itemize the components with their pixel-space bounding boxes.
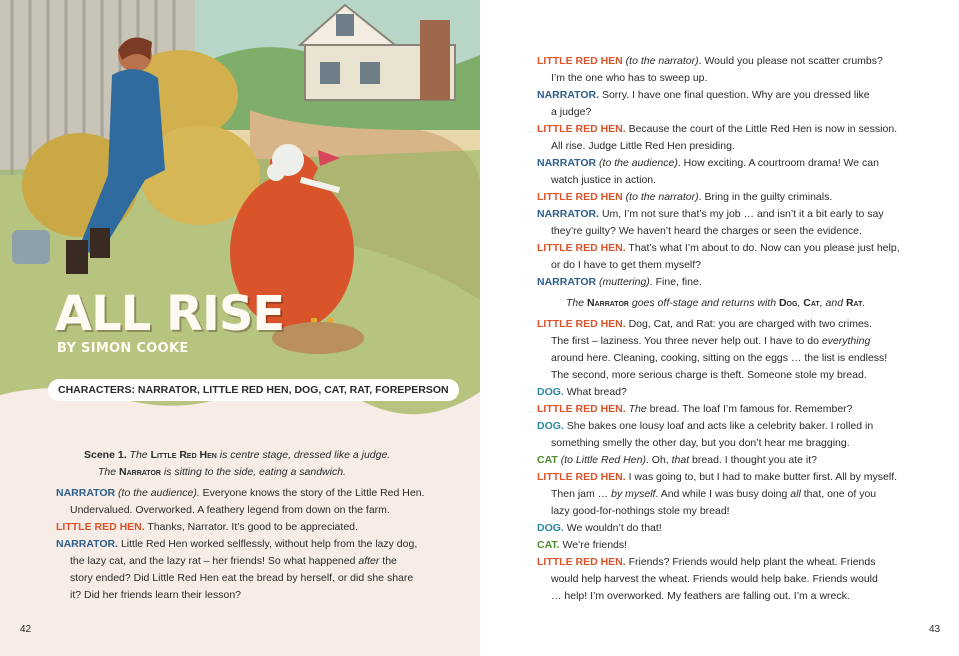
script-line-continued: they’re guilty? We haven’t heard the charges or seen the evidence. <box>551 225 862 237</box>
script-line: DOG. She bakes one lousy loaf and acts like a celebrity baker. I rolled in <box>537 420 874 432</box>
farm-illustration <box>0 0 480 430</box>
play-title: ALL RISE <box>55 286 285 342</box>
script-line: LITTLE RED HEN. Friends? Friends would help plant the wheat. Friends <box>537 556 876 568</box>
script-line-continued: The second, more serious charge is theft. Someone stole my bread. <box>551 369 867 381</box>
script-line-continued: Then jam … by myself. And while I was busy doing all that, one of you <box>551 488 877 500</box>
page-number-left: 42 <box>20 624 32 635</box>
script-line-continued: would help harvest the wheat. Friends would help bake. Friends would <box>551 573 878 585</box>
characters-banner: CHARACTERS: NARRATOR, LITTLE RED HEN, DOG, CAT, RAT, FOREPERSON <box>48 379 459 401</box>
script-line-continued: or do I have to get them myself? <box>551 259 701 271</box>
script-line-continued: something smelly the other day, but you don’t hear me bragging. <box>551 437 850 449</box>
script-line-continued: The first – laziness. You three never help out. I have to do everything <box>551 335 871 347</box>
script-line: LITTLE RED HEN. Because the court of the Little Red Hen is now in session. <box>537 123 898 135</box>
script-line: DOG. What bread? <box>537 386 627 398</box>
script-line: NARRATOR. Little Red Hen worked selflessly, without help from the lazy dog, <box>56 538 418 550</box>
script-line-continued: watch justice in action. <box>551 174 657 186</box>
right-page <box>480 0 959 656</box>
script-line: DOG. We wouldn’t do that! <box>537 522 662 534</box>
scene-direction-line-2: The Narrator is sitting to the side, eating a sandwich. <box>98 466 346 478</box>
script-line: NARRATOR (to the audience). How exciting. A courtroom drama! We can <box>537 157 879 169</box>
script-line: LITTLE RED HEN. That’s what I’m about to do. Now can you please just help, <box>537 242 900 254</box>
script-line-continued: a judge? <box>551 106 592 118</box>
script-line-continued: lazy good-for-nothings stole my bread! <box>551 505 730 517</box>
script-line: LITTLE RED HEN (to the narrator). Would you please not scatter crumbs? <box>537 55 883 67</box>
script-line-continued: around here. Cleaning, cooking, sitting on the eggs … the list is endless! <box>551 352 888 364</box>
script-line: CAT. We’re friends! <box>537 539 628 551</box>
script-line: NARRATOR (muttering). Fine, fine. <box>537 276 702 288</box>
page-number-right: 43 <box>929 624 941 635</box>
script-line-continued: I’m the one who has to sweep up. <box>551 72 708 84</box>
script-line: NARRATOR. Um, I’m not sure that’s my job … and isn’t it a bit early to say <box>537 208 884 220</box>
script-line: LITTLE RED HEN. Dog, Cat, and Rat: you are charged with two crimes. <box>537 318 872 330</box>
scene-direction-line-1: Scene 1. The Little Red Hen is centre stage, dressed like a judge. <box>84 449 391 461</box>
script-line: LITTLE RED HEN. I was going to, but I had to make butter first. All by myself. <box>537 471 898 483</box>
script-line-continued: it? Did her friends learn their lesson? <box>70 589 242 601</box>
script-line-continued: the lazy cat, and the lazy rat – her friends! So what happened after the <box>70 555 397 567</box>
script-line-continued: All rise. Judge Little Red Hen presiding. <box>551 140 735 152</box>
script-line: LITTLE RED HEN (to the narrator). Bring in the guilty criminals. <box>537 191 833 203</box>
script-line: NARRATOR (to the audience). Everyone knows the story of the Little Red Hen. <box>56 487 425 499</box>
script-line-continued: … help! I’m overworked. My feathers are falling out. I’m a wreck. <box>551 590 850 602</box>
script-line: CAT (to Little Red Hen). Oh, that bread. I thought you ate it? <box>537 454 817 466</box>
script-line-continued: Undervalued. Overworked. A feathery legend from down on the farm. <box>70 504 390 516</box>
author-byline: BY SIMON COOKE <box>57 341 189 356</box>
script-line: NARRATOR. Sorry. I have one final question. Why are you dressed like <box>537 89 870 101</box>
stage-direction: The Narrator goes off-stage and returns with Dog, Cat, and Rat. <box>566 297 866 309</box>
script-line: LITTLE RED HEN. Thanks, Narrator. It’s good to be appreciated. <box>56 521 358 533</box>
script-line: LITTLE RED HEN. The bread. The loaf I’m famous for. Remember? <box>537 403 853 415</box>
script-line-continued: story ended? Did Little Red Hen eat the bread by herself, or did she share <box>70 572 414 584</box>
